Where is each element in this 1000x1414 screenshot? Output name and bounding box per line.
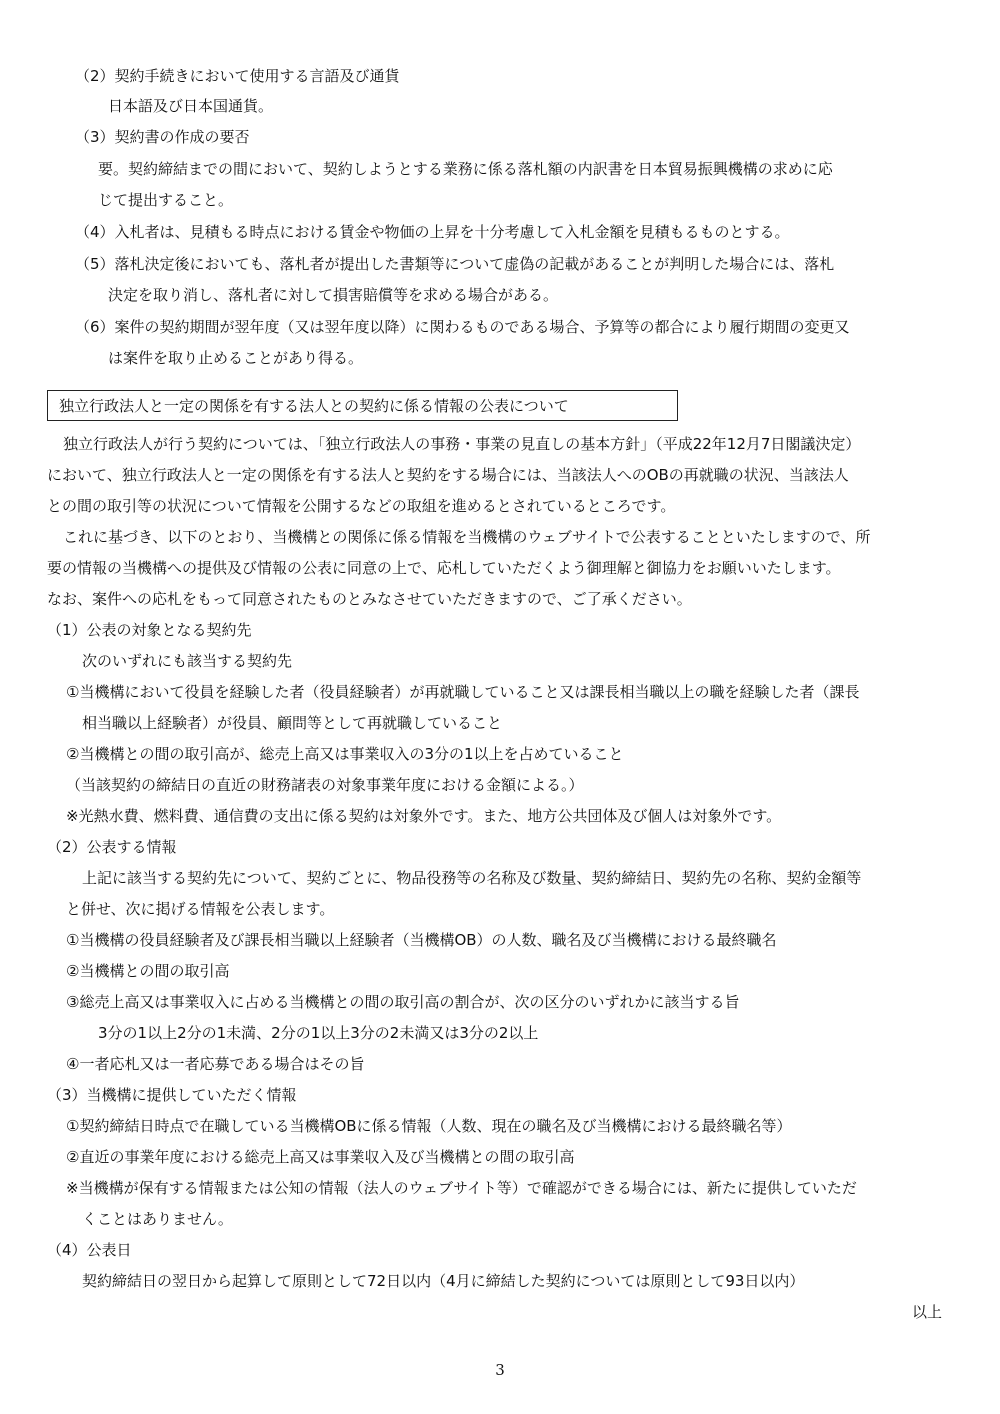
- item-2-body: 日本語及び日本国通貨。: [108, 97, 274, 115]
- closing-mark: 以上: [911, 1303, 942, 1321]
- section-2-item-1: ①当機構の役員経験者及び課長相当職以上経験者（当機構OB）の人数、職名及び当機構における最終職名: [66, 931, 777, 949]
- section-1-condition-2-note: （当該契約の締結日の直近の財務諸表の対象事業年度における金額による。）: [66, 776, 584, 794]
- section-2-lead-line-1: 上記に該当する契約先について、契約ごとに、物品役務等の名称及び数量、契約締結日、契約先の名称、契約金額等: [82, 869, 862, 887]
- section-2-heading: （2）公表する情報: [47, 838, 177, 856]
- item-6-line-1: （6）案件の契約期間が翌年度（又は翌年度以降）に関わるものである場合、予算等の都合により履行期間の変更又: [75, 318, 850, 336]
- section-3-item-1: ①契約締結日時点で在職している当機構OBに係る情報（人数、現在の職名及び当機構における最終職名等）: [66, 1117, 792, 1135]
- section-1-condition-1-line-1: ①当機構において役員を経験した者（役員経験者）が再就職していること又は課長相当職以上の職を経験した者（課長: [66, 683, 860, 701]
- item-4: （4）入札者は、見積もる時点における賃金や物価の上昇を十分考慮して入札金額を見積もるものとする。: [75, 223, 790, 241]
- section-2-lead-line-2: と併せ、次に掲げる情報を公表します。: [66, 900, 335, 918]
- section-3-note-line-1: ※当機構が保有する情報または公知の情報（法人のウェブサイト等）で確認ができる場合には、新たに提供していただ: [66, 1179, 857, 1197]
- intro-line-6: なお、案件への応札をもって同意されたものとみなさせていただきますので、ご了承ください。: [47, 590, 692, 608]
- intro-line-3: との間の取引等の状況について情報を公開するなどの取組を進めるとされているところです。: [47, 497, 676, 515]
- section-2-item-2: ②当機構との間の取引高: [66, 962, 230, 980]
- section-1-lead: 次のいずれにも該当する契約先: [82, 652, 293, 670]
- disclosure-title-box: [47, 390, 678, 421]
- item-6-line-2: は案件を取り止めることがあり得る。: [108, 349, 364, 367]
- section-2-item-3: ③総売上高又は事業収入に占める当機構との間の取引高の割合が、次の区分のいずれかに該当する旨: [66, 993, 740, 1011]
- section-3-heading: （3）当機構に提供していただく情報: [47, 1086, 297, 1104]
- section-1-heading: （1）公表の対象となる契約先: [47, 621, 252, 639]
- section-2-item-3-detail: 3分の1以上2分の1未満、2分の1以上3分の2未満又は3分の2以上: [98, 1024, 539, 1042]
- intro-line-1: 独立行政法人が行う契約については、「独立行政法人の事務・事業の見直しの基本方針」（平成22年12月7日閣議決定）: [63, 435, 861, 453]
- intro-line-5: 要の情報の当機構への提供及び情報の公表に同意の上で、応札していただくよう御理解と御協力をお願いいたします。: [47, 559, 841, 577]
- section-4-heading: （4）公表日: [47, 1241, 132, 1259]
- item-2-heading: （2）契約手続きにおいて使用する言語及び通貨: [75, 67, 400, 85]
- section-4-body: 契約締結日の翌日から起算して原則として72日以内（4月に締結した契約については原則として93日以内）: [82, 1272, 805, 1290]
- section-2-item-4: ④一者応札又は一者応募である場合はその旨: [66, 1055, 365, 1073]
- section-1-condition-2: ②当機構との間の取引高が、総売上高又は事業収入の3分の1以上を占めていること: [66, 745, 624, 763]
- disclosure-title: 独立行政法人と一定の関係を有する法人との契約に係る情報の公表について: [59, 397, 569, 415]
- item-3-body-line-1: 要。契約締結までの間において、契約しようとする業務に係る落札額の内訳書を日本貿易振興機構の求めに応: [98, 160, 833, 178]
- item-3-body-line-2: じて提出すること。: [98, 191, 234, 209]
- page-number: 3: [495, 1361, 505, 1379]
- item-5-line-1: （5）落札決定後においても、落札者が提出した書類等について虚偽の記載があることが判明した場合には、落札: [75, 255, 835, 273]
- item-5-line-2: 決定を取り消し、落札者に対して損害賠償等を求める場合がある。: [108, 286, 559, 304]
- intro-line-4: これに基づき、以下のとおり、当機構との関係に係る情報を当機構のウェブサイトで公表することといたしますので、所: [63, 528, 871, 546]
- section-3-note-line-2: くことはありません。: [82, 1210, 233, 1228]
- intro-line-2: において、独立行政法人と一定の関係を有する法人と契約をする場合には、当該法人へのOBの再就職の状況、当該法人: [47, 466, 849, 484]
- item-3-heading: （3）契約書の作成の要否: [75, 128, 250, 146]
- section-3-item-2: ②直近の事業年度における総売上高又は事業収入及び当機構との間の取引高: [66, 1148, 575, 1166]
- section-1-note: ※光熱水費、燃料費、通信費の支出に係る契約は対象外です。また、地方公共団体及び個人は対象外です。: [66, 807, 782, 825]
- section-1-condition-1-line-2: 相当職以上経験者）が役員、顧問等として再就職していること: [82, 714, 503, 732]
